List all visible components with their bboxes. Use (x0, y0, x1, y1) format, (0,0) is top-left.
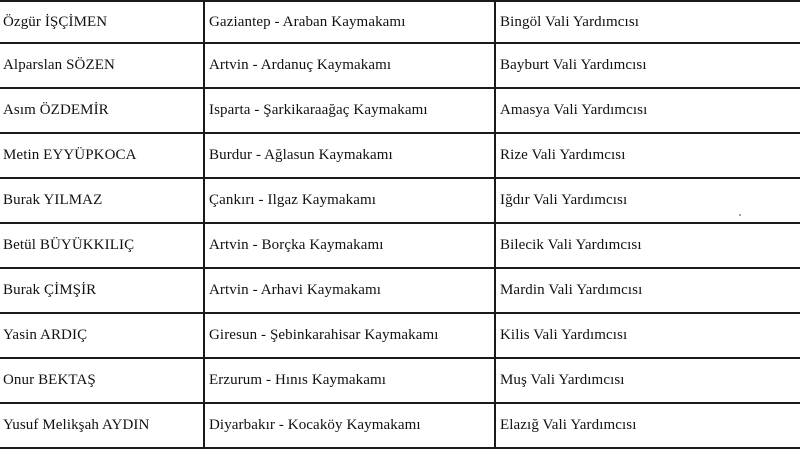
name-cell: Özgür İŞÇİMEN (0, 1, 204, 43)
current-post-cell: Gaziantep - Araban Kaymakamı (204, 1, 495, 43)
appointed-post-cell: Muş Vali Yardımcısı (495, 358, 800, 403)
appointed-post-cell: Amasya Vali Yardımcısı (495, 88, 800, 133)
table-row (0, 403, 800, 448)
table-row (0, 313, 800, 358)
name-cell: Betül BÜYÜKKILIÇ (0, 223, 204, 268)
appointed-post-cell: Rize Vali Yardımcısı (495, 133, 800, 178)
current-post-cell: Isparta - Şarkikaraağaç Kaymakamı (204, 88, 495, 133)
name-cell: Alparslan SÖZEN (0, 43, 204, 88)
table-row (0, 43, 800, 88)
table-row (0, 268, 800, 313)
appointed-post-cell: Bilecik Vali Yardımcısı (495, 223, 800, 268)
name-cell: Metin EYYÜPKOCA (0, 133, 204, 178)
name-cell: Burak YILMAZ (0, 178, 204, 223)
current-post-cell: Diyarbakır - Kocaköy Kaymakamı (204, 403, 495, 448)
appointed-post-cell: Bingöl Vali Yardımcısı (495, 1, 800, 43)
name-cell: Onur BEKTAŞ (0, 358, 204, 403)
name-cell: Yusuf Melikşah AYDIN (0, 403, 204, 448)
scan-speck (739, 214, 741, 216)
appointed-post-cell: Iğdır Vali Yardımcısı (495, 178, 800, 223)
appointed-post-cell: Elazığ Vali Yardımcısı (495, 403, 800, 448)
current-post-cell: Artvin - Ardanuç Kaymakamı (204, 43, 495, 88)
table-row (0, 1, 800, 43)
current-post-cell: Giresun - Şebinkarahisar Kaymakamı (204, 313, 495, 358)
table-row (0, 358, 800, 403)
current-post-cell: Artvin - Borçka Kaymakamı (204, 223, 495, 268)
current-post-cell: Artvin - Arhavi Kaymakamı (204, 268, 495, 313)
appointed-post-cell: Bayburt Vali Yardımcısı (495, 43, 800, 88)
current-post-cell: Çankırı - Ilgaz Kaymakamı (204, 178, 495, 223)
table-row (0, 223, 800, 268)
current-post-cell: Erzurum - Hınıs Kaymakamı (204, 358, 495, 403)
name-cell: Yasin ARDIÇ (0, 313, 204, 358)
table-row (0, 133, 800, 178)
name-cell: Burak ÇİMŞİR (0, 268, 204, 313)
table-row (0, 88, 800, 133)
appointed-post-cell: Mardin Vali Yardımcısı (495, 268, 800, 313)
table-row (0, 178, 800, 223)
current-post-cell: Burdur - Ağlasun Kaymakamı (204, 133, 495, 178)
name-cell: Asım ÖZDEMİR (0, 88, 204, 133)
appointed-post-cell: Kilis Vali Yardımcısı (495, 313, 800, 358)
